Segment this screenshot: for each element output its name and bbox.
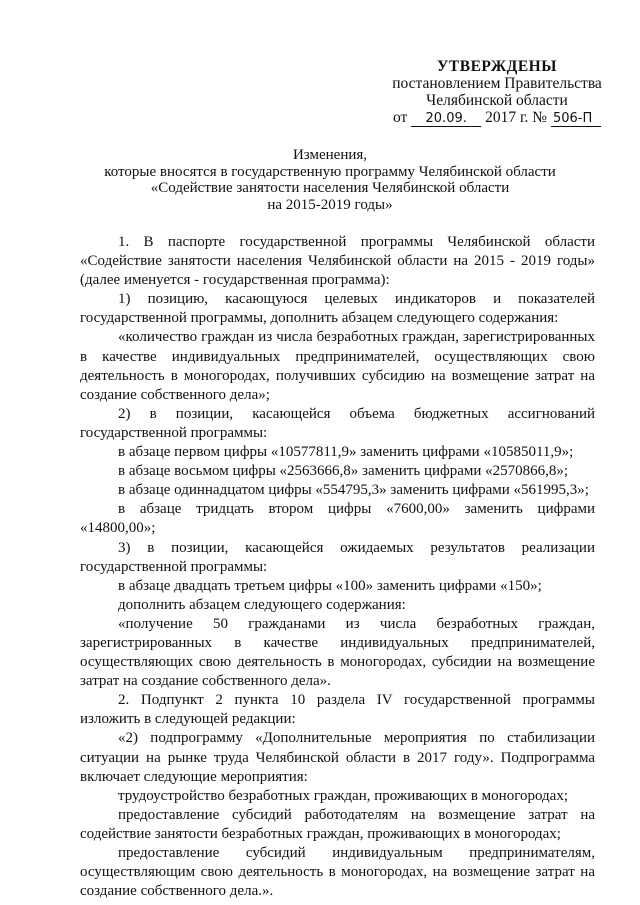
approval-line-1: постановлением Правительства xyxy=(392,75,602,92)
paragraph: 1. В паспорте государственной программы Челябинской области «Содействие занятости населения Челябинской области на 2015 - 2019 годы» (далее именуется - государственная программа): xyxy=(80,234,595,289)
year-text: 2017 г. № xyxy=(485,109,548,126)
approval-block xyxy=(382,58,612,127)
paragraph: в абзаце восьмом цифры «2563666,8» заменить цифрами «2570866,8»; xyxy=(118,463,569,480)
paragraph: предоставление субсидий работодателям на возмещение затрат на содействие занятости безработных граждан, проживающих в моногородах; xyxy=(80,806,595,842)
approval-date-line xyxy=(382,109,612,127)
paragraph: в абзаце одиннадцатом цифры «554795,3» заменить цифрами «561995,3»; xyxy=(118,482,589,499)
paragraph: в абзаце двадцать третьем цифры «100» заменить цифрами «150»; xyxy=(118,577,542,594)
paragraph: 2) в позиции, касающейся объема бюджетных ассигнований государственной программы: xyxy=(80,405,595,441)
handwritten-date: 20.09. xyxy=(411,112,481,127)
paragraph: «получение 50 гражданами из числа безработных граждан, зарегистрированных в качестве индивидуальных предпринимателей, осуществляющих свою деятельность в моногородах, субсидии на возмещение затрат на создание собственного дела». xyxy=(80,615,595,690)
paragraph: трудоустройство безработных граждан, проживающих в моногородах; xyxy=(118,787,568,804)
paragraph: предоставление субсидий индивидуальным предпринимателям, осуществляющим свою деятельность в моногородах, на возмещение затрат на создание собственного дела.». xyxy=(80,845,595,900)
paragraph: дополнить абзацем следующего содержания: xyxy=(118,596,406,613)
paragraph: 1) позицию, касающуюся целевых индикаторов и показателей государственной программы, дополнить абзацем следующего содержания: xyxy=(80,291,595,327)
title-line-3: «Содействие занятости населения Челябинской области xyxy=(150,180,510,196)
document-title xyxy=(60,147,600,213)
document-body xyxy=(80,233,595,901)
paragraph: 3) в позиции, касающейся ожидаемых результатов реализации государственной программы: xyxy=(80,539,595,575)
title-line-1: Изменения, xyxy=(292,147,368,163)
paragraph: 2. Подпункт 2 пункта 10 раздела IV государственной программы изложить в следующей редакции: xyxy=(80,692,595,728)
paragraph: «количество граждан из числа безработных граждан, зарегистрированных в качестве индивидуальных предпринимателей, осуществляющих свою деятельность в моногородах, получивших субсидию на возмещение затрат на создание собственного дела»; xyxy=(80,329,595,403)
date-prefix: от xyxy=(393,109,408,126)
handwritten-number: 506-П xyxy=(551,112,601,127)
title-line-4: на 2015-2019 годы» xyxy=(267,196,393,213)
paragraph: «2) подпрограмму «Дополнительные мероприятия по стабилизации ситуации на рынке труда Челябинской области в 2017 году». Подпрограмма включает следующие мероприятия: xyxy=(80,730,595,785)
approval-line-2: Челябинской области xyxy=(426,92,568,109)
paragraph: в абзаце первом цифры «10577811,9» заменить цифрами «10585011,9»; xyxy=(118,444,574,461)
approval-heading: УТВЕРЖДЕНЫ xyxy=(437,58,557,75)
title-line-2: которые вносятся в государственную программу Челябинской области xyxy=(104,163,556,180)
paragraph: в абзаце тридцать втором цифры «7600,00» заменить цифрами «14800,00»; xyxy=(80,501,595,537)
